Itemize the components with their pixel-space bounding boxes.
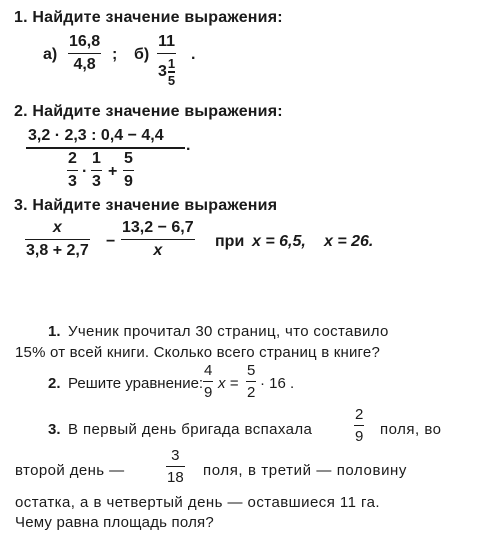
task-3-header: 3. Найдите значение выражения	[14, 197, 278, 214]
fraction-bar	[91, 170, 102, 171]
fraction-bar	[68, 53, 101, 54]
fraction-bar	[26, 147, 185, 149]
fraction-numerator: 5	[124, 150, 133, 167]
problem-1-number: 1.	[48, 323, 61, 340]
fraction-bar	[166, 466, 185, 467]
fraction-numerator: 1	[92, 150, 101, 167]
fraction-numerator: 2	[355, 406, 364, 423]
fraction-numerator: 1	[167, 56, 176, 72]
problem-2-fraction-1	[203, 363, 213, 400]
fraction-denominator: 9	[204, 384, 213, 402]
task-2-denominator-fraction-1	[67, 151, 78, 190]
problem-2-tail: · 16 .	[260, 375, 295, 392]
problem-2-fraction-2	[246, 363, 256, 400]
fraction-denominator: 9	[355, 428, 364, 446]
task-1b-fraction	[157, 34, 176, 87]
problem-3-number: 3.	[48, 421, 61, 438]
fraction-denominator: 18	[167, 469, 184, 487]
fraction-bar	[123, 170, 134, 171]
task-3-fraction-2	[121, 220, 195, 259]
fraction-denominator	[157, 57, 176, 86]
fraction-bar	[25, 239, 90, 240]
fraction-numerator: 3	[171, 447, 180, 464]
task-3-x-value-1: x = 6,5,	[252, 233, 306, 250]
problem-3-fraction-1	[354, 407, 364, 444]
fraction-bar	[157, 53, 176, 54]
fraction-numerator: 16,8	[69, 33, 101, 50]
task-3-minus: −	[106, 233, 116, 250]
task-2-denominator-fraction-2	[91, 151, 102, 190]
task-2-header: 2. Найдите значение выражения:	[14, 103, 283, 120]
task-1-header: 1. Найдите значение выражения:	[14, 9, 283, 26]
task-2-plus: +	[108, 163, 118, 180]
problem-1-line-2: 15% от всей книги. Сколько всего страниц в книге?	[15, 344, 380, 361]
problem-1-line-1: Ученик прочитал 30 страниц, что составило	[68, 323, 389, 340]
fraction-denominator: x	[153, 242, 163, 260]
fraction-denominator: 9	[124, 173, 133, 191]
fraction-numerator: 4	[204, 362, 213, 379]
task-2-dot: ·	[82, 163, 88, 180]
fraction-numerator: 11	[158, 33, 176, 50]
fraction-denominator: 4,8	[73, 56, 96, 74]
problem-3-line-1a: В первый день бригада вспахала	[68, 421, 313, 438]
problem-3-fraction-2	[166, 448, 185, 485]
task-2-numerator: 3,2 · 2,3 : 0,4 − 4,4	[28, 127, 164, 144]
fraction-bar	[203, 381, 213, 382]
problem-2-number: 2.	[48, 375, 61, 392]
task-3-condition-prefix: при	[215, 233, 245, 250]
task-1a-fraction	[68, 34, 101, 73]
fraction-bar	[246, 381, 256, 382]
task-2-end: .	[186, 137, 191, 154]
task-1b-label: б)	[134, 46, 150, 63]
fraction-denominator: 5	[167, 72, 176, 88]
problem-3-line-2a: второй день —	[15, 462, 125, 479]
mixed-number-whole: 3	[158, 62, 167, 80]
task-3-fraction-1	[25, 220, 90, 259]
task-3-x-value-2: x = 26.	[324, 233, 374, 250]
problem-2-x-equals: x =	[218, 375, 239, 392]
fraction-bar	[121, 239, 195, 240]
task-1a-label: а)	[43, 46, 58, 63]
fraction-denominator: 3	[92, 173, 101, 191]
problem-3-line-3: остатка, а в четвертый день — оставшиеся 11 га.	[15, 494, 380, 511]
fraction-bar	[354, 425, 364, 426]
problem-3-line-1b: поля, во	[380, 421, 442, 438]
fraction-numerator: x	[52, 219, 62, 236]
problem-3-line-2b: поля, в третий — половину	[203, 462, 408, 479]
task-1a-separator: ;	[112, 46, 118, 63]
fraction-denominator: 3	[68, 173, 77, 191]
problem-3-line-4: Чему равна площадь поля?	[15, 514, 214, 531]
fraction-denominator: 2	[247, 384, 256, 402]
task-2-denominator-fraction-3	[123, 151, 134, 190]
fraction-numerator: 13,2 − 6,7	[122, 219, 194, 236]
problem-2-text: Решите уравнение:	[68, 375, 204, 392]
task-1b-end: .	[191, 46, 196, 63]
fraction-bar	[67, 170, 78, 171]
fraction-numerator: 2	[68, 150, 77, 167]
mixed-number-fraction	[168, 57, 175, 86]
fraction-numerator: 5	[247, 362, 256, 379]
fraction-denominator: 3,8 + 2,7	[26, 242, 89, 260]
